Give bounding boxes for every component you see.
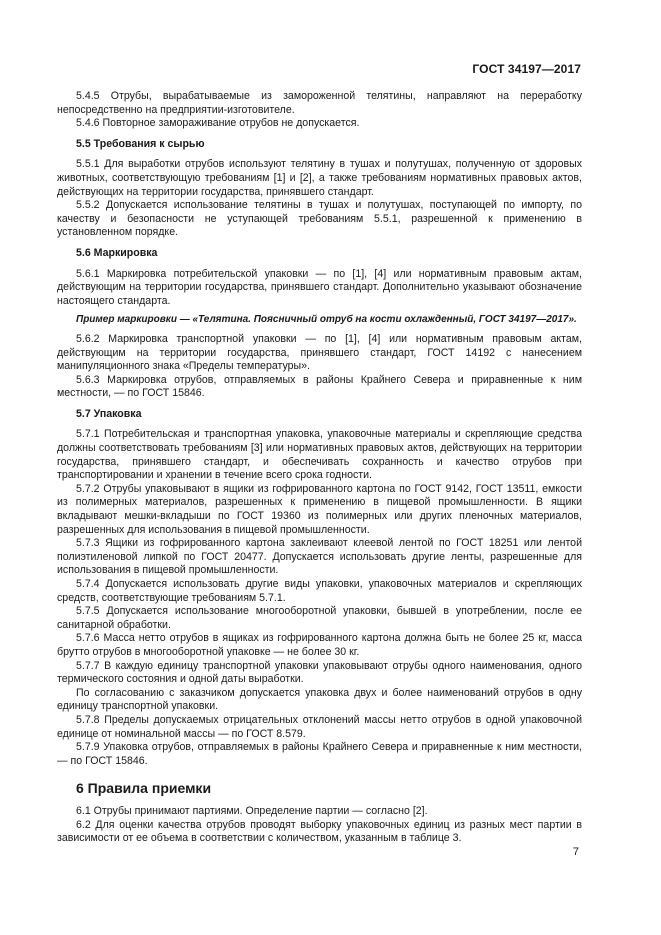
paragraph-5-7-5: 5.7.5 Допускается использование многооборотной упаковки, бывшей в употреблении, после ее санитарной обработки. <box>57 605 582 631</box>
paragraph-5-7-7: 5.7.7 В каждую единицу транспортной упаковки упаковывают отрубы одного наименования, одного термического состояния и одной даты выработки. <box>57 659 582 686</box>
heading-5-6: 5.6 Маркировка <box>76 246 158 259</box>
section-6-heading: 6 Правила приемки <box>76 780 212 797</box>
paragraph-5-7-7-note: По согласованию с заказчиком допускается упаковка двух и более наименований отрубов в одну единицу транспортной упаковки. <box>57 686 582 713</box>
paragraph-5-6-3: 5.6.3 Маркировка отрубов, отправляемых в районы Крайнего Севера и приравненные к ним местности, — по ГОСТ 15846. <box>57 373 582 400</box>
paragraph-5-7-2: 5.7.2 Отрубы упаковывают в ящики из гофрированного картона по ГОСТ 9142, ГОСТ 13511, емкости из полимерных материалов, разрешенных к применению в пищевой промышленности. В ящики вкладывают мешки-вкладыши по ГОСТ 19360 из полимерных или других пленочных материалов, разрешенных для использования в пищевой промышленности. <box>57 482 582 536</box>
paragraph-5-7-8: 5.7.8 Пределы допускаемых отрицательных отклонений массы нетто отрубов в одной упаковочной единице от номинальной массы — по ГОСТ 8.579. <box>57 713 582 740</box>
paragraph-5-4-5: 5.4.5 Отрубы, вырабатываемые из замороженной телятины, направляют на переработку непосредственно на предприятии-изготовителе. <box>57 90 582 116</box>
paragraph-6-2: 6.2 Для оценки качества отрубов проводят выборку упаковочных единиц из разных мест партии в зависимости от ее объема в соответствии с количеством, указанным в таблице 3. <box>57 818 582 845</box>
heading-5-7: 5.7 Упаковка <box>76 407 142 420</box>
heading-5-5: 5.5 Требования к сырью <box>76 137 205 150</box>
paragraph-6-1: 6.1 Отрубы принимают партиями. Определение партии — согласно [2]. <box>76 804 428 817</box>
document-body <box>57 90 582 846</box>
paragraph-5-7-9: 5.7.9 Упаковка отрубов, отправляемых в районы Крайнего Севера и приравненные к ним местности, — по ГОСТ 15846. <box>57 741 582 767</box>
paragraph-5-5-2: 5.5.2 Допускается использование телятины в тушах и полутушах, поступающей по импорту, по качеству и безопасности не уступающей требованиям 5.5.1, разрешенной к применению в установленном порядке. <box>57 199 582 239</box>
paragraph-5-5-1: 5.5.1 Для выработки отрубов используют телятину в тушах и полутушах, полученную от здоровых животных, соответствующую требованиям [1] и [2], а также требованиям нормативных правовых актов, действующих на территории государства, принявшего стандарт. <box>57 158 582 198</box>
paragraph-5-7-1: 5.7.1 Потребительская и транспортная упаковка, упаковочные материалы и скрепляющие средства должны соответствовать требованиям [3] или нормативных правовых актов, действующих на территории государства, принявшего стандарт, и обеспечивать сохранность и качество отрубов при транспортировании и хранении в течение всего срока годности. <box>57 428 582 482</box>
paragraph-5-7-6: 5.7.6 Масса нетто отрубов в ящиках из гофрированного картона должна быть не более 25 кг, масса брутто отрубов в многооборотной упаковке — не более 30 кг. <box>57 632 582 658</box>
marking-example: Пример маркировки — «Телятина. Поясничный отруб на кости охлажденный, ГОСТ 34197—2017». <box>76 314 577 326</box>
paragraph-5-7-3: 5.7.3 Ящики из гофрированного картона заклеивают клеевой лентой по ГОСТ 18251 или лентой полиэтиленовой липкой по ГОСТ 20477. Допускается использовать другие ленты, разрешенные для использования в пищевой промышленности. <box>57 537 582 577</box>
page-number: 7 <box>572 846 579 858</box>
paragraph-5-6-2: 5.6.2 Маркировка транспортной упаковки — по [1], [4] или нормативным правовым актам, действующим на территории государства, принявшего стандарт, ГОСТ 14192 с нанесением манипуляционного знака «Пределы температуры». <box>57 332 582 373</box>
document-code: ГОСТ 34197—2017 <box>472 62 581 76</box>
paragraph-5-6-1: 5.6.1 Маркировка потребительской упаковки — по [1], [4] или нормативным правовым актам, действующим на территории государства, принявшего стандарт. Дополнительно указывают обозначение настоящего стандарта. <box>57 267 582 307</box>
paragraph-5-7-4: 5.7.4 Допускается использовать другие виды упаковки, упаковочных материалов и скрепляющих средств, соответствующие требованиям 5.7.1. <box>57 578 582 604</box>
paragraph-5-4-6: 5.4.6 Повторное замораживание отрубов не допускается. <box>76 117 360 130</box>
